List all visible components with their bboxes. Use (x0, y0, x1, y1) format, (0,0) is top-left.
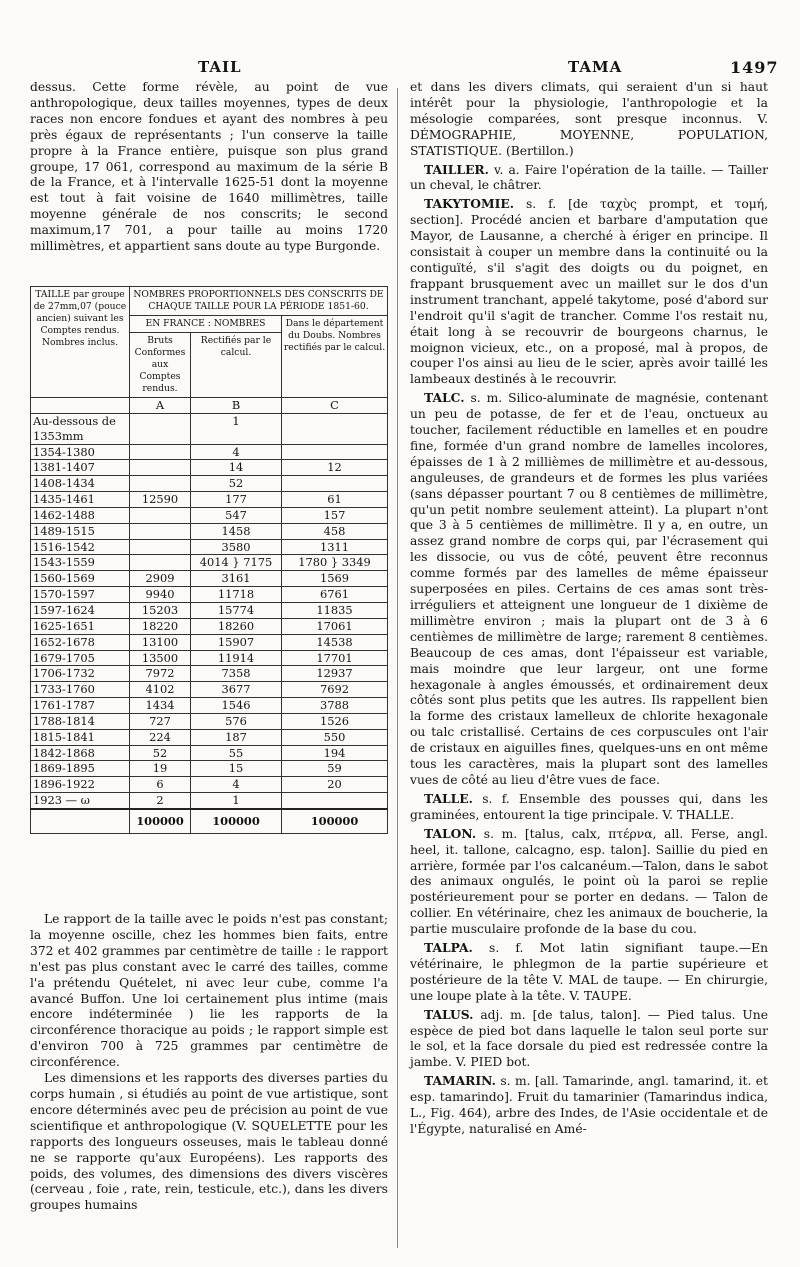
cell-b: 11914 (191, 650, 282, 666)
column-divider (397, 88, 398, 1248)
cell-b: 14 (191, 460, 282, 476)
cell-c: 157 (282, 507, 388, 523)
cell-c: 194 (282, 745, 388, 761)
cell-a (130, 555, 191, 571)
entry-tailler-body: v. a. Faire l'opération de la taille. — Tailler un cheval, le châtrer. (410, 162, 768, 193)
cell-b: 11718 (191, 587, 282, 603)
entry-takytomie-body: s. f. [de ταχὺς prompt, et τομή, section]. Procédé ancien et barbare d'amputation que Mayor, de Lausanne, a cherché à ériger en principe. Il consistait à couper un membre dans la continuité ou la contiguïté, s'il s'agit des doigts ou du poignet, en frappant brusquement avec un maillet sur le dos d'un instrument tranchant, appelé takytome, posé d'abord sur l'endroit qu'il s'agit de trancher. Comme l'os restait nu, était long à se recouvrir de bourgeons charnus, le moignon vicieux, etc., on a proposé, mal à propos, de couper l'os ainsi au lieu de le scier, après avoir taillé les lambeaux destinés à le recouvrir. (410, 197, 768, 387)
entry-talon (410, 826, 768, 938)
cell-b: 177 (191, 492, 282, 508)
cell-c (282, 444, 388, 460)
table-row (31, 713, 388, 729)
cell-c: 12937 (282, 666, 388, 682)
entry-takytomie (410, 196, 768, 388)
cell-c (282, 793, 388, 809)
table-row (31, 745, 388, 761)
cell-a: 13500 (130, 650, 191, 666)
entry-tailler-head: TAILLER. (424, 161, 489, 177)
cell-taille: 1625-1651 (31, 618, 130, 634)
entry-talpa-body: s. f. Mot latin signifiant taupe.—En vétérinaire, le phlegmon de la partie supérieure et postérieure de la tête V. MAL de taupe. — En chirurgie, une loupe plate à la tête. V. TAUPE. (410, 941, 768, 1003)
cell-a: 52 (130, 745, 191, 761)
intro-paragraph: dessus. Cette forme révèle, au point de vue anthropologique, deux tailles moyennes, types de deux races non encore fondues et ayant des nombres à peu près égaux de représentants ; l'un conserve la taille propre à la France entière, puisque son plus grand groupe, 17 061, correspond au maximum de la série B de la France, et à l'intervalle 1625-51 dont la moyenne est tout à fait voisine de 1640 millimètres, taille moyenne générale de nos conscrits; le second maximum,17 701, a pour taille au moins 1720 millimètres, et appartient sans doute au type Burgonde. (30, 80, 388, 254)
table-row (31, 413, 388, 444)
cell-taille: 1733-1760 (31, 682, 130, 698)
table-col-c: C (282, 398, 388, 414)
cell-taille: 1788-1814 (31, 713, 130, 729)
cell-a: 9940 (130, 587, 191, 603)
table-row (31, 555, 388, 571)
cell-a: 15203 (130, 602, 191, 618)
table-row (31, 539, 388, 555)
stature-table (30, 286, 388, 834)
entry-talpa-head: TALPA. (424, 940, 473, 956)
cell-a: 19 (130, 761, 191, 777)
cell-c: 6761 (282, 587, 388, 603)
entry-tamarin-body: s. m. [all. Tamarinde, angl. tamarind, it. et esp. tamarindo]. Fruit du tamarinier (Tamarindus indica, L., Fig. 464), arbre des Indes, de l'Asie occidentale et de l'Égypte, naturalisé en Amé- (410, 1074, 768, 1136)
cell-a (130, 523, 191, 539)
cell-a: 4102 (130, 682, 191, 698)
table-head-rectifies: Rectifiés par le calcul. (191, 333, 282, 398)
entry-talus-body: adj. m. [de talus, talon]. — Pied talus. Une espèce de pied bot dans laquelle le talon seul porte sur le sol, et la face dorsale du pied est redressée contre la jambe. V. PIED bot. (410, 1007, 768, 1070)
cell-taille: 1597-1624 (31, 602, 130, 618)
table-head-bruts: Bruts Conformes aux Comptes rendus. (130, 333, 191, 398)
cell-c (282, 413, 388, 444)
table-totals-row (31, 809, 388, 833)
cell-b: 576 (191, 713, 282, 729)
cell-a: 18220 (130, 618, 191, 634)
table-row (31, 793, 388, 809)
cell-b: 15907 (191, 634, 282, 650)
entry-talon-body: s. m. [talus, calx, πτέρνα, all. Ferse, angl. heel, it. tallone, calcagno, esp. talon]. Saillie du pied en arrière, formée par l'os calcanéum.—Talon, dans le sabot des animaux ongulés, le point où la paroi se replie postérieurement pour se porter en dedans. — Talon de collier. En vétérinaire, chez les animaux de boucherie, la partie musculaire profonde de la base du cou. (410, 826, 768, 937)
cell-taille: 1706-1732 (31, 666, 130, 682)
cell-b: 1458 (191, 523, 282, 539)
table-head-taille: TAILLE par groupe de 27mm,07 (pouce ancien) suivant les Comptes rendus. Nombres inclus. (31, 287, 130, 398)
weight-paragraph: Le rapport de la taille avec le poids n'est pas constant; la moyenne oscille, chez les hommes bien faits, entre 372 et 402 grammes par centimètre de taille : le rapport n'est pas plus constant avec le carré des tailles, comme l'a prétendu Quételet, ni avec leur cube, comme l'a avancé Buffon. Une loi certainement plus intime (mais encore indéterminée ) lie les rapports de la circonférence thoracique au poids ; le rapport simple est d'environ 700 à 725 grammes par centimètre de circonférence. (30, 912, 388, 1070)
cell-b: 4014 } 7175 (191, 555, 282, 571)
cell-c: 11835 (282, 602, 388, 618)
cell-b: 547 (191, 507, 282, 523)
cell-b: 55 (191, 745, 282, 761)
cell-a: 6 (130, 777, 191, 793)
cell-taille: 1560-1569 (31, 571, 130, 587)
table-head-main: NOMBRES PROPORTIONNELS DES CONSCRITS DE CHAQUE TAILLE POUR LA PÉRIODE 1851-60. (130, 287, 388, 316)
table-row (31, 634, 388, 650)
cell-b: 15 (191, 761, 282, 777)
left-column-bottom (30, 912, 388, 1214)
cell-a: 224 (130, 729, 191, 745)
cell-taille: 1842-1868 (31, 745, 130, 761)
cell-c: 1569 (282, 571, 388, 587)
cell-b: 187 (191, 729, 282, 745)
table-col-b: B (191, 398, 282, 414)
continuation-paragraph: et dans les divers climats, qui seraient d'un si haut intérêt pour la physiologie, l'anthropologie et la mésologie comparées, sont presque inconnus. V. DÉMOGRAPHIE, MOYENNE, POPULATION, STATISTIQUE. (Bertillon.) (410, 80, 768, 158)
table-head-doubs: Dans le département du Doubs. Nombres rectifiés par le calcul. (282, 316, 388, 398)
cell-b: 52 (191, 476, 282, 492)
table-row (31, 618, 388, 634)
cell-c: 14538 (282, 634, 388, 650)
cell-c: 12 (282, 460, 388, 476)
entry-talon-head: TALON. (424, 825, 477, 841)
entry-takytomie-head: TAKYTOMIE. (424, 196, 515, 212)
total-c: 100000 (282, 809, 388, 833)
cell-b: 1 (191, 793, 282, 809)
table-row (31, 571, 388, 587)
total-a: 100000 (130, 809, 191, 833)
cell-b: 18260 (191, 618, 282, 634)
entry-talus-head: TALUS. (424, 1006, 474, 1022)
running-head-right: TAMA (568, 58, 623, 76)
cell-taille: 1815-1841 (31, 729, 130, 745)
cell-taille: 1896-1922 (31, 777, 130, 793)
cell-c (282, 476, 388, 492)
cell-c: 1311 (282, 539, 388, 555)
cell-a: 1434 (130, 698, 191, 714)
table-row (31, 507, 388, 523)
right-column (410, 80, 768, 1138)
table-row (31, 777, 388, 793)
left-column-top (30, 80, 388, 255)
cell-c: 61 (282, 492, 388, 508)
cell-taille: 1543-1559 (31, 555, 130, 571)
cell-taille: 1489-1515 (31, 523, 130, 539)
cell-b: 15774 (191, 602, 282, 618)
table-row (31, 729, 388, 745)
cell-b: 1 (191, 413, 282, 444)
cell-taille: 1570-1597 (31, 587, 130, 603)
table-row (31, 476, 388, 492)
cell-taille: 1381-1407 (31, 460, 130, 476)
cell-taille: 1679-1705 (31, 650, 130, 666)
entry-talc (410, 390, 768, 789)
table-row (31, 587, 388, 603)
cell-c: 17701 (282, 650, 388, 666)
table-row (31, 650, 388, 666)
cell-a: 727 (130, 713, 191, 729)
entry-tailler (410, 162, 768, 195)
table-row (31, 602, 388, 618)
entry-talc-body: s. m. Silico-aluminate de magnésie, contenant un peu de potasse, de fer et de l'eau, onctueux au toucher, facilement réductible en lamelles et en poudre fine, formée d'un grand nombre de lamelles incolores, épaisses de 1 à 2 millièmes de millimètre et au-dessous, anguleuses, de grandeurs et de formes les plus variées (sans dépasser pourtant 7 ou 8 centièmes de millimètre, qu'un petit nombre seulement atteint). La plupart n'ont que 3 à 5 centièmes de millimètre. Il y a, en outre, un assez grand nombre de corps qui, par l'écrasement qui les dissocie, ou vus de côté, peuvent être reconnus comme formés par des lamelles de même épaisseur superposées en piles. Certains de ces amas sont très-irréguliers et atteignent une longueur de 1 dixième de millimètre environ ; mais la plupart ont de 3 à 6 centièmes de millimètre de large; rarement 8 centièmes. Beaucoup de ces amas, dont l'épaisseur est variable, mais moindre que leur largeur, ont une forme hexagonale à angles émoussés, et ordinairement deux côtés sont plus petits que les autres. Ils rappellent bien la forme des cristaux lamelleux de chlorite hexagonale ou talc cristallisé. Certains de ces corpuscules ont l'air de cristaux en aiguilles fines, quelques-uns en ont même tous les caractères, mais la plupart sont des lamelles vues de côté au lieu d'être vues de face. (410, 391, 768, 787)
cell-taille: 1462-1488 (31, 507, 130, 523)
cell-taille: 1761-1787 (31, 698, 130, 714)
table-row (31, 444, 388, 460)
entry-talc-head: TALC. (424, 390, 465, 406)
table-row (31, 761, 388, 777)
cell-taille: 1652-1678 (31, 634, 130, 650)
cell-a: 2909 (130, 571, 191, 587)
cell-c: 550 (282, 729, 388, 745)
cell-taille: 1923 — ω (31, 793, 130, 809)
cell-taille: 1869-1895 (31, 761, 130, 777)
cell-a: 13100 (130, 634, 191, 650)
cell-c: 1780 } 3349 (282, 555, 388, 571)
cell-b: 3677 (191, 682, 282, 698)
entry-tamarin-head: TAMARIN. (424, 1073, 496, 1089)
cell-a: 2 (130, 793, 191, 809)
cell-b: 3580 (191, 539, 282, 555)
cell-taille: Au-dessous de 1353mm (31, 413, 130, 444)
cell-taille: 1354-1380 (31, 444, 130, 460)
table-row (31, 523, 388, 539)
page-number: 1497 (730, 58, 779, 77)
table-row (31, 460, 388, 476)
cell-c: 59 (282, 761, 388, 777)
dimensions-paragraph: Les dimensions et les rapports des diverses parties du corps humain , si étudiés au point de vue artistique, sont encore déterminés avec peu de précision au point de vue scientifique et anthropologique (V. SQUELETTE pour les rapports des longueurs osseuses, mais le tableau donné ne se rapporte qu'aux Européens). Les rapports des poids, des volumes, des dimensions des divers viscères (cerveau , foie , rate, rein, testicule, etc.), dans les divers groupes humains (30, 1071, 388, 1213)
table-row (31, 666, 388, 682)
cell-b: 3161 (191, 571, 282, 587)
table-body (31, 413, 388, 809)
entry-tamarin (410, 1073, 768, 1138)
cell-c: 7692 (282, 682, 388, 698)
table-row (31, 698, 388, 714)
cell-c: 20 (282, 777, 388, 793)
table-row (31, 492, 388, 508)
cell-a (130, 507, 191, 523)
cell-a (130, 413, 191, 444)
cell-c: 3788 (282, 698, 388, 714)
entry-talle-body: s. f. Ensemble des pousses qui, dans les graminées, entourent la tige principale. V. THALLE. (410, 791, 768, 822)
table-col-a: A (130, 398, 191, 414)
table-row (31, 682, 388, 698)
entry-talpa (410, 940, 768, 1005)
cell-a (130, 476, 191, 492)
cell-c: 17061 (282, 618, 388, 634)
cell-b: 4 (191, 444, 282, 460)
cell-b: 1546 (191, 698, 282, 714)
entry-talle-head: TALLE. (424, 790, 473, 806)
cell-taille: 1516-1542 (31, 539, 130, 555)
cell-taille: 1408-1434 (31, 476, 130, 492)
cell-a: 12590 (130, 492, 191, 508)
entry-talle (410, 791, 768, 824)
cell-taille: 1435-1461 (31, 492, 130, 508)
cell-a (130, 460, 191, 476)
running-head-left: TAIL (198, 58, 242, 76)
cell-b: 4 (191, 777, 282, 793)
cell-a (130, 444, 191, 460)
entry-talus (410, 1007, 768, 1072)
total-b: 100000 (191, 809, 282, 833)
cell-a (130, 539, 191, 555)
cell-b: 7358 (191, 666, 282, 682)
cell-a: 7972 (130, 666, 191, 682)
cell-c: 458 (282, 523, 388, 539)
table-head-france: EN FRANCE : NOMBRES (130, 316, 282, 333)
cell-c: 1526 (282, 713, 388, 729)
